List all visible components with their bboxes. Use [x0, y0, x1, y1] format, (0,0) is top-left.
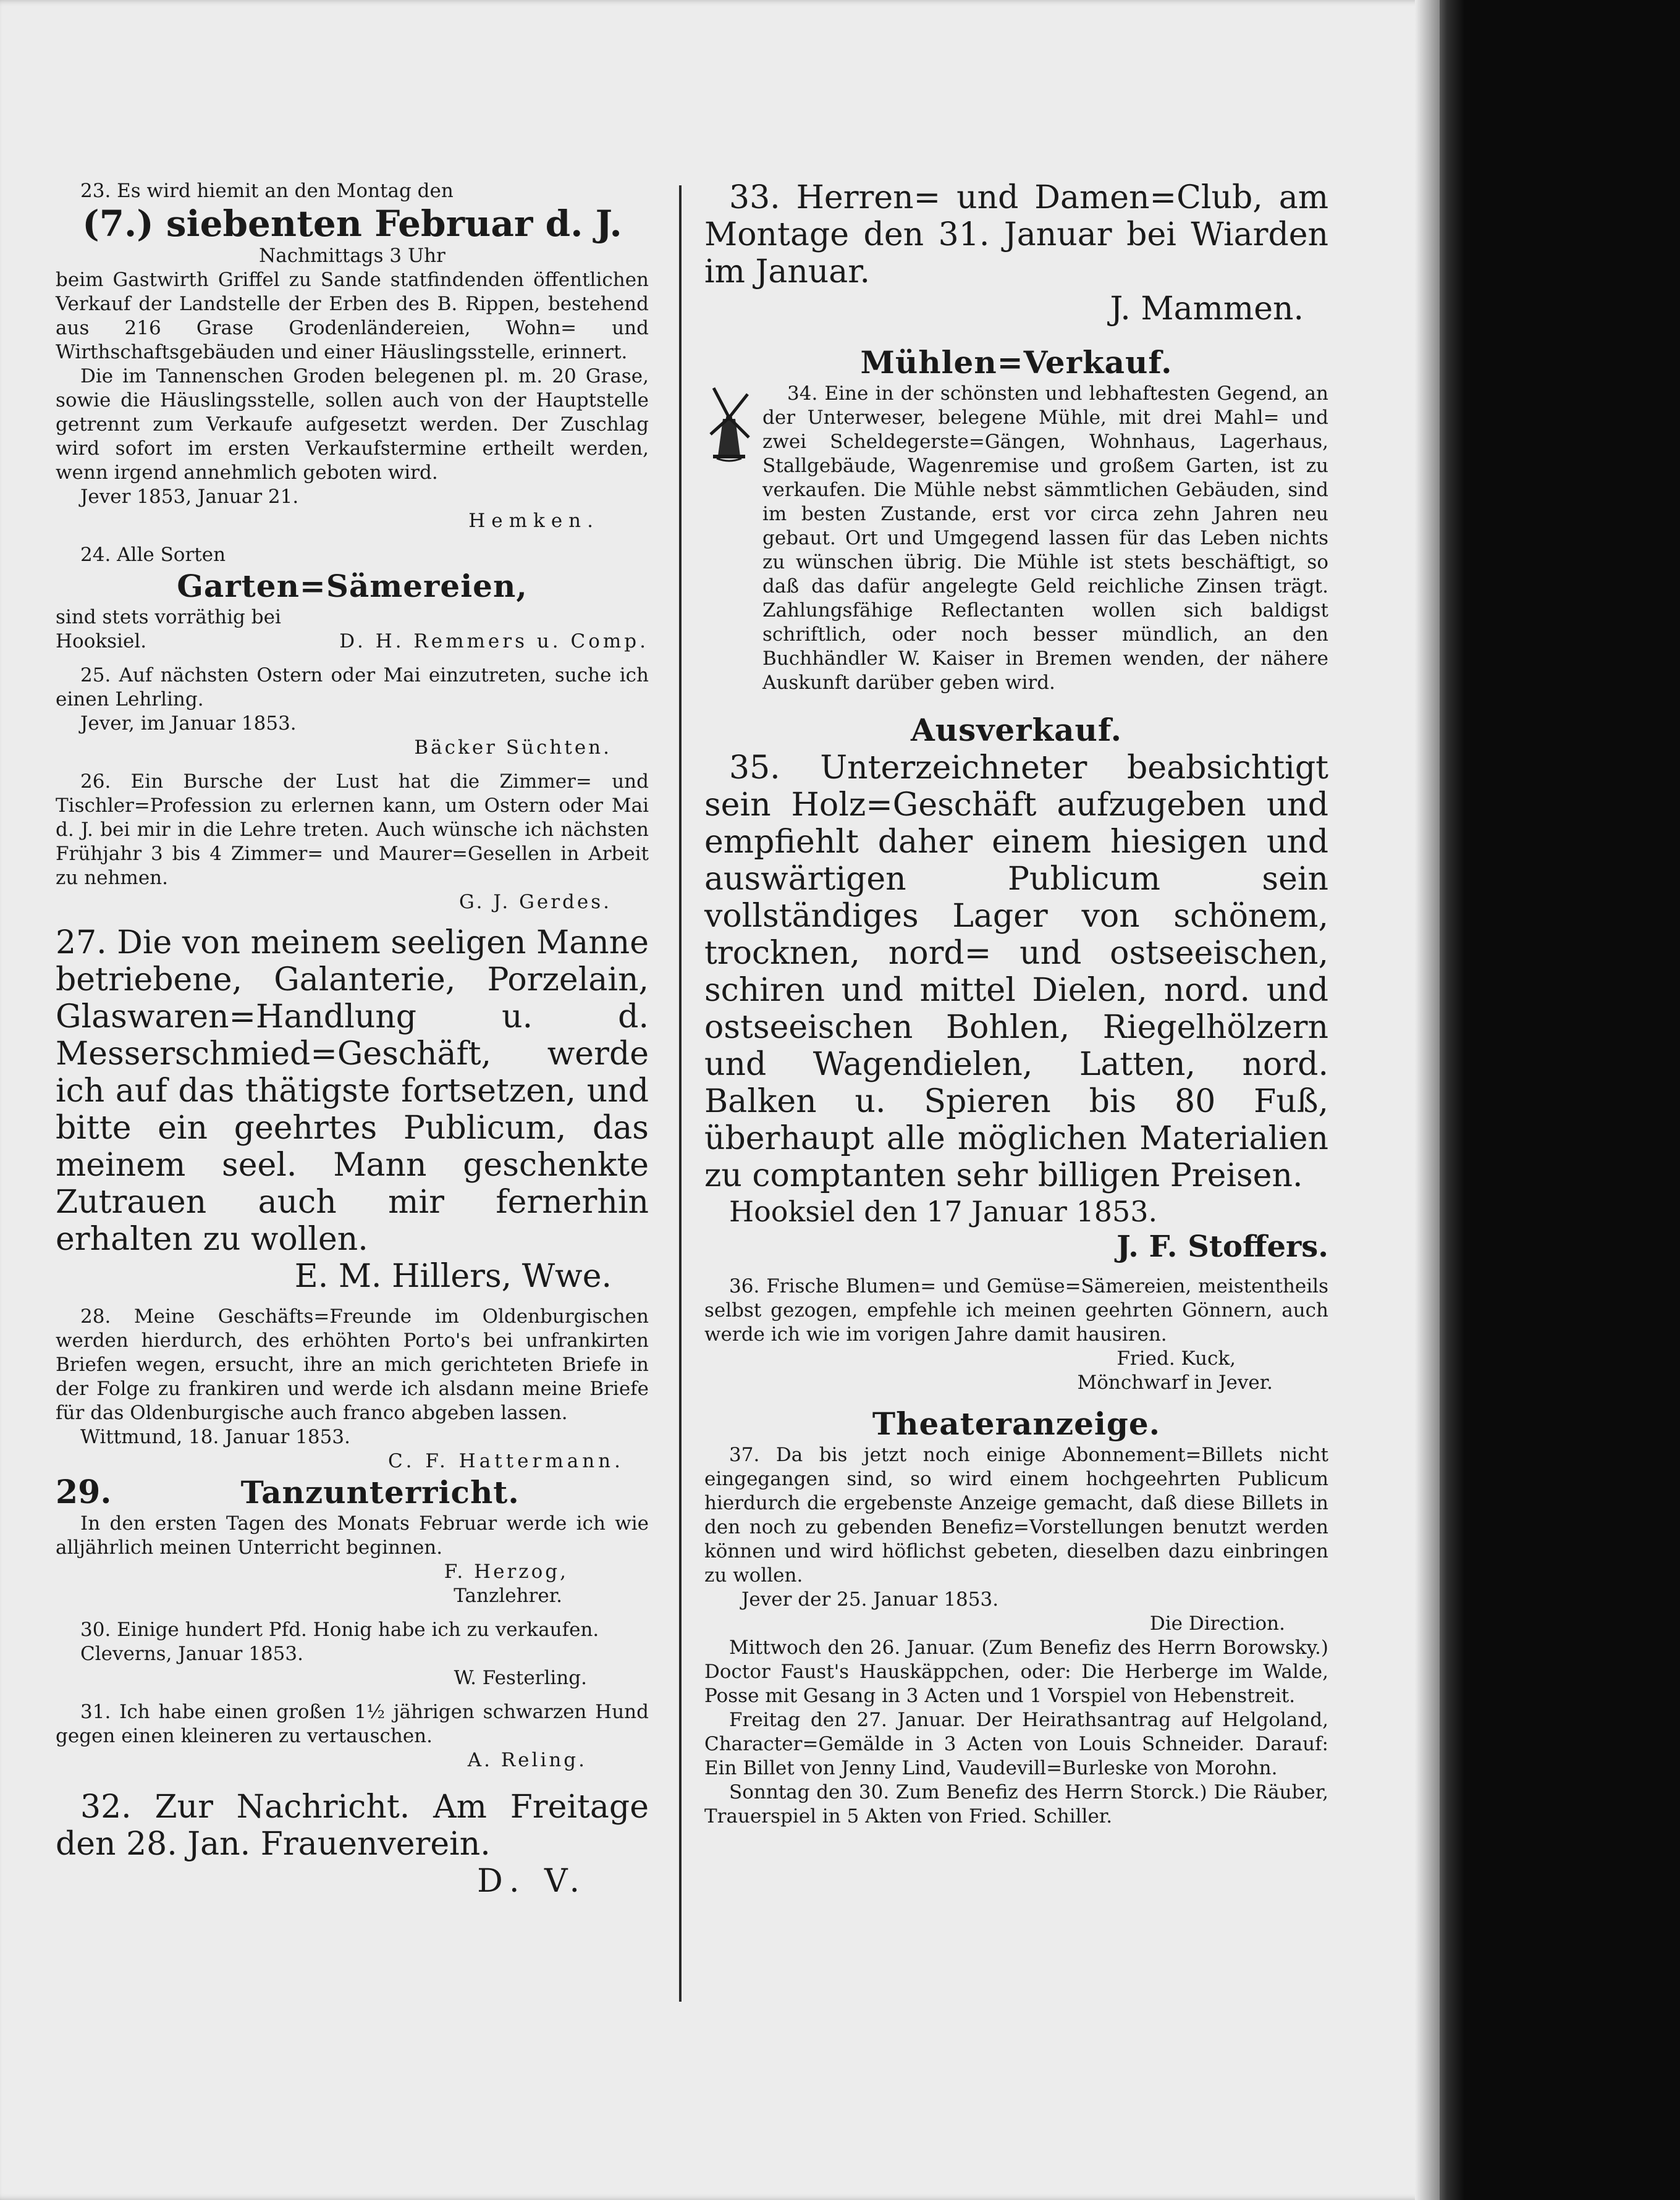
ad-30-place-date: Cleverns, Januar 1853.: [80, 1643, 303, 1665]
ad-23-intro: 23. Es wird hiemit an den Montag den: [80, 180, 454, 202]
ad-27-signature: E. M. Hillers, Wwe.: [294, 1258, 612, 1295]
left-column: [56, 179, 649, 1900]
ad-25-signature: Bäcker Süchten.: [414, 736, 612, 759]
column-divider: [679, 185, 682, 2002]
ad-26-signature: G. J. Gerdes.: [459, 891, 612, 913]
dark-background: [1440, 0, 1680, 2200]
ad-23-place-date: Jever 1853, Januar 21.: [80, 486, 299, 508]
ad-37-program-3: Sonntag den 30. Zum Benefiz des Herrn Storck.) Die Räuber, Trauerspiel in 5 Akten von Fried. Schiller.: [704, 1781, 1328, 1827]
ad-23-body-2: Die im Tannenschen Groden belegenen pl. m. 20 Grase, sowie die Häuslingsstelle, sollen auch von der Hauptstelle getrennt zum Verkaufe aufgesetzt werden. Der Zuschlag wird sofort im ersten Verkaufstermine ertheilt werden, wenn irgend annehmlich geboten wird.: [56, 365, 649, 484]
ad-31-signature: A. Reling.: [467, 1749, 587, 1771]
ad-34-body: 34. Eine in der schönsten und lebhaftesten Gegend, an der Unterweser, belegene Mühle, mit drei Mahl= und zwei Scheldegerste=Gängen, Wohnhaus, Lagerhaus, Stallgebäude, Wagenremise und großem Garten, ist zu verkaufen. Die Mühle nebst sämmtlichen Gebäuden, sind im besten Zustande, erst vor circa zehn Jahren neu gebaut. Ort und Umgegend lassen für das Leben nichts zu wünschen übrig. Die Mühle ist stets beschäftigt, so daß das dafür angelegte Geld reichliche Zinsen trägt. Zahlungsfähige Reflectanten wollen sich baldigst schriftlich, oder noch besser mündlich, an den Buchhändler W. Kaiser in Bremen wenden, der nähere Auskunft darüber geben wird.: [762, 382, 1328, 694]
ad-28-body: 28. Meine Geschäfts=Freunde im Oldenburgischen werden hierdurch, des erhöhten Porto's bei unfrankirten Briefen wegen, ersucht, ihre an mich gerichteten Briefe in der Folge zu frankiren und werde ich alsdann meine Briefe für das Oldenburgische auch franco abgeben lassen.: [56, 1305, 649, 1424]
right-column: [704, 179, 1328, 1829]
ad-24-signature: D. H. Remmers u. Comp.: [339, 630, 649, 652]
ad-23-signature: Hemken.: [468, 510, 599, 532]
ad-37-signature: Die Direction.: [1149, 1612, 1285, 1635]
ad-27-body: 27. Die von meinem seeligen Manne betriebene, Galanterie, Porzelain, Glaswaren=Handlung u. d. Messerschmied=Geschäft, werde ich auf das thätigste fortsetzen, und bitte ein geehrtes Publicum, das meinem seel. Mann geschenkte Zutrauen auch mir fernerhin erhalten zu wollen.: [56, 924, 649, 1258]
ad-29-role: Tanzlehrer.: [454, 1585, 562, 1607]
ad-29-signature: F. Herzog,: [444, 1561, 568, 1583]
ad-30-signature: W. Festerling.: [454, 1667, 587, 1689]
ad-24-place: Hooksiel.: [56, 630, 147, 652]
ad-35-body: 35. Unterzeichneter beabsichtigt sein Holz=Geschäft aufzugeben und empfiehlt daher einem hiesigen und auswärtigen Publicum sein vollständiges Lager von schönem, trocknen, nord= und ostseeischen, schiren und mittel Dielen, nord. und ostseeischen Bohlen, Riegelhölzern und Wagendielen, Latten, nord. Balken u. Spieren bis 80 Fuß, überhaupt alle möglichen Materialien zu comptanten sehr billigen Preisen.: [704, 749, 1328, 1194]
ad-30-body: 30. Einige hundert Pfd. Honig habe ich zu verkaufen.: [80, 1619, 599, 1641]
ad-29-body: In den ersten Tagen des Monats Februar werde ich wie alljährlich meinen Unterricht beginnen.: [56, 1512, 649, 1559]
ad-29-number: 29.: [56, 1473, 112, 1511]
ad-25-body: 25. Auf nächsten Ostern oder Mai einzutreten, suche ich einen Lehrling.: [56, 664, 649, 710]
ad-32-body: 32. Zur Nachricht. Am Freitage den 28. Jan. Frauenverein.: [56, 1789, 649, 1863]
ad-24-footer: [56, 630, 649, 654]
ad-32-signature: D. V.: [477, 1863, 587, 1900]
ad-36-place: Mönchwarf in Jever.: [1077, 1372, 1273, 1394]
ad-24-headline: Garten=Sämereien,: [177, 568, 528, 604]
page-spine-shadow: [1415, 0, 1440, 2200]
ad-35-place-date: Hooksiel den 17 Januar 1853.: [729, 1195, 1158, 1228]
ad-29-headline: Tanzunterricht.: [240, 1474, 520, 1511]
ad-23-time: Nachmittags 3 Uhr: [259, 245, 445, 267]
ad-26-body: 26. Ein Bursche der Lust hat die Zimmer= und Tischler=Profession zu erlernen kann, um Ostern oder Mai d. J. bei mir in die Lehre treten. Auch wünsche ich nächsten Frühjahr 3 bis 4 Zimmer= und Maurer=Gesellen in Arbeit zu nehmen.: [56, 770, 649, 889]
ad-29-header: [56, 1473, 649, 1512]
ad-35-headline: Ausverkauf.: [910, 712, 1123, 748]
ad-36-body: 36. Frische Blumen= und Gemüse=Sämereien, meistentheils selbst gezogen, empfehle ich meinen geehrten Gönnern, auch werde ich wie im vorigen Jahre damit hausiren.: [704, 1275, 1328, 1346]
ad-37-place-date: Jever der 25. Januar 1853.: [741, 1588, 999, 1611]
ad-24-body: sind stets vorräthig bei: [56, 606, 281, 628]
ad-37-program-2: Freitag den 27. Januar. Der Heirathsantrag auf Helgoland, Character=Gemälde in 3 Acten von Louis Schneider. Darauf: Ein Billet von Jenny Lind, Vaudevill=Burleske von Morohn.: [704, 1709, 1328, 1779]
ad-25-place-date: Jever, im Januar 1853.: [80, 712, 297, 735]
ad-37-body: 37. Da bis jetzt noch einige Abonnement=Billets nicht eingegangen sind, so wird einem hochgeehrten Publicum hierdurch die ergebenste Anzeige gemacht, daß diese Billets in den noch zu gebenden Benefiz=Vorstellungen benutzt werden können und wird höflichst gebeten, dieselben dazu einbringen zu wollen.: [704, 1444, 1328, 1587]
windmill-icon: [704, 382, 754, 462]
ad-37-headline: Theateranzeige.: [872, 1406, 1161, 1442]
ad-33-body: 33. Herren= und Damen=Club, am Montage den 31. Januar bei Wiarden im Januar.: [704, 179, 1328, 290]
ad-28-place-date: Wittmund, 18. Januar 1853.: [80, 1426, 350, 1448]
ad-34-content: [704, 382, 1328, 695]
ad-31-body: 31. Ich habe einen großen 1½ jährigen schwarzen Hund gegen einen kleineren zu vertauschen.: [56, 1701, 649, 1747]
ad-33-signature: J. Mammen.: [1110, 290, 1304, 327]
ad-36-signature: Fried. Kuck,: [1116, 1347, 1236, 1370]
ad-34-headline: Mühlen=Verkauf.: [860, 344, 1173, 381]
ad-23-body: beim Gastwirth Griffel zu Sande statfindenden öffentlichen Verkauf der Landstelle der Erben des B. Rippen, bestehend aus 216 Grase Grodenländereien, Wohn= und Wirthschaftsgebäuden und einer Häuslingsstelle, erinnert.: [56, 269, 649, 363]
ad-35-signature: J. F. Stoffers.: [1116, 1229, 1328, 1264]
ad-23-date-headline: (7.) siebenten Februar d. J.: [82, 203, 622, 245]
ad-24-intro: 24. Alle Sorten: [80, 544, 226, 566]
ad-37-program-1: Mittwoch den 26. Januar. (Zum Benefiz des Herrn Borowsky.) Doctor Faust's Hauskäppchen, oder: Die Herberge im Walde, Posse mit Gesang in 3 Acten und 1 Vorspiel von Hebenstreit.: [704, 1637, 1328, 1707]
ad-28-signature: C. F. Hattermann.: [388, 1450, 624, 1472]
